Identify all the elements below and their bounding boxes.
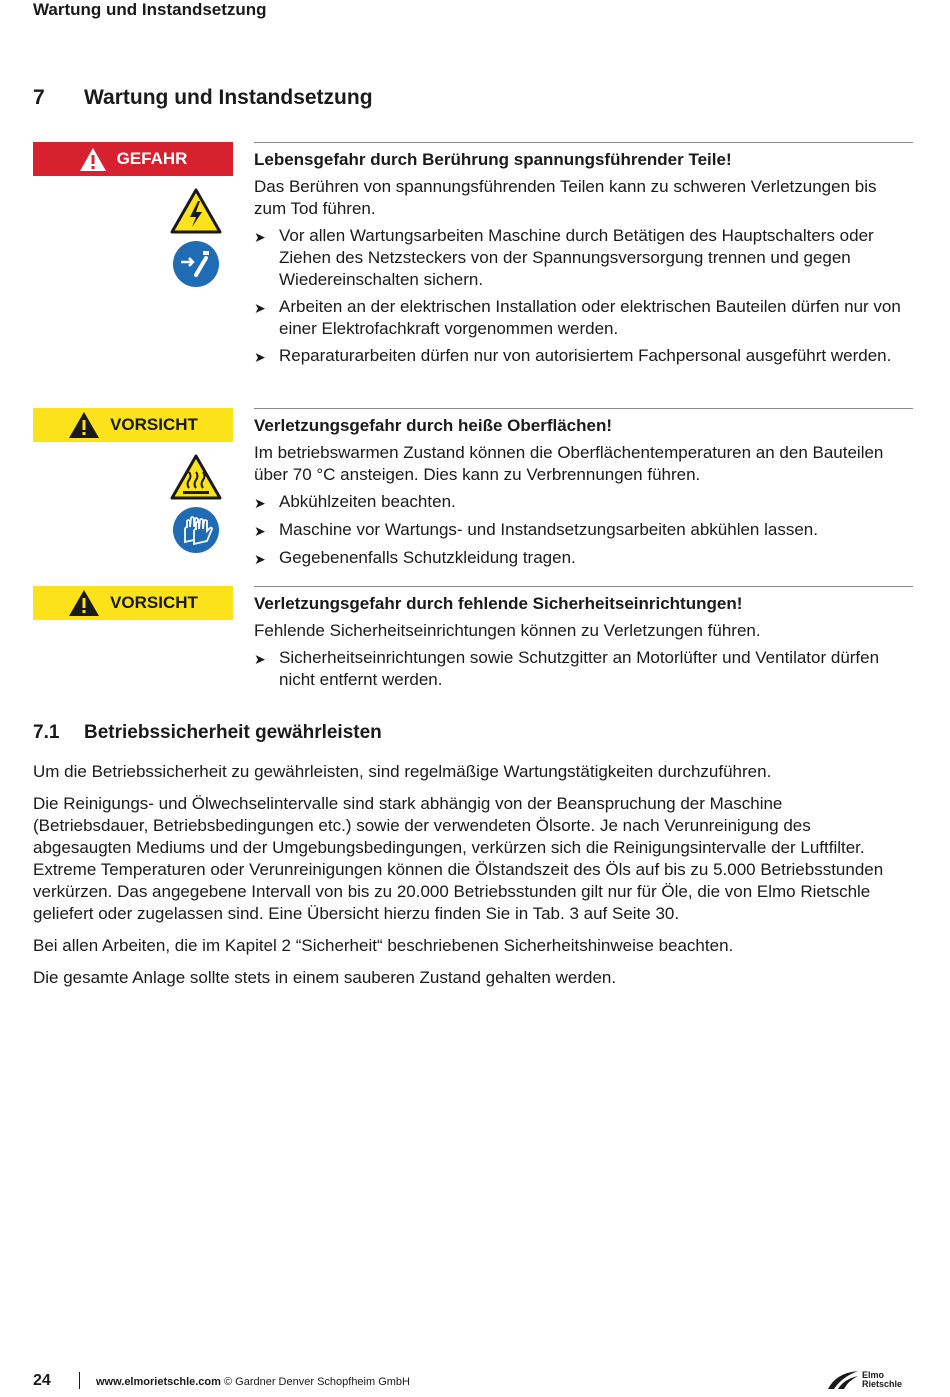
caution-label	[33, 586, 233, 620]
notice-headline: Verletzungsgefahr durch fehlende Sicherheitseinrichtungen!	[254, 594, 743, 613]
paragraph: Um die Betriebssicherheit zu gewährleisten, sind regelmäßige Wartungstätigkeiten durchzuführen.	[33, 762, 772, 781]
notice-description: Im betriebswarmen Zustand können die Oberflächentemperaturen an den Bauteilen über 70 °C ansteigen. Dies kann zu Verbrennungen führen.	[254, 443, 884, 484]
notice-body	[254, 408, 913, 575]
list-item	[254, 647, 913, 691]
list-item-text: Reparaturarbeiten dürfen nur von autorisiertem Fachpersonal ausgeführt werden.	[279, 346, 892, 365]
arrow-bullet-icon: ➤	[254, 523, 266, 539]
warning-triangle-icon	[79, 147, 107, 172]
list-item	[254, 296, 913, 340]
paragraph: Die gesamte Anlage sollte stets in einem sauberen Zustand gehalten werden.	[33, 968, 617, 987]
wear-gloves-icon	[172, 506, 220, 554]
list-item-text: Sicherheitseinrichtungen sowie Schutzgitter an Motorlüfter und Ventilator dürfen nicht entfernt werden.	[279, 648, 880, 689]
arrow-bullet-icon: ➤	[254, 651, 266, 667]
disconnect-before-maintenance-icon	[172, 240, 220, 288]
arrow-bullet-icon: ➤	[254, 300, 266, 316]
paragraph: Die Reinigungs- und Ölwechselintervalle sind stark abhängig von der Beanspruchung der Maschine (Betriebsdauer, Betriebsbedingungen etc.) sowie der verwendeten Ölsorte. Je nach Verunreinigung des abgesaugten Mediums und der Umgebungsbedingungen, verkürzen sich die Reinigungsintervalle der Luftfilter. Extreme Temperaturen oder Verunreinigungen können die Ölstandszeit des Öls auf bis zu 5.000 Betriebsstunden verkürzen. Das angegebene Intervall von bis zu 20.000 Betriebsstunden gilt nur für Öle, die von Elmo Rietschle geliefert oder zugelassen sind. Eine Übersicht hierzu finden Sie in Tab. 3 auf Seite 30.	[33, 794, 884, 923]
elmo-rietschle-logo	[826, 1368, 916, 1392]
section-title-text: Wartung und Instandsetzung	[84, 86, 373, 109]
warning-triangle-icon	[68, 589, 100, 617]
arrow-bullet-icon: ➤	[254, 349, 266, 365]
website-link[interactable]: www.elmorietschle.com	[96, 1376, 221, 1388]
list-item-text: Gegebenenfalls Schutzkleidung tragen.	[279, 548, 576, 567]
paragraph: Bei allen Arbeiten, die im Kapitel 2 “Sicherheit“ beschriebenen Sicherheitshinweise beachten.	[33, 936, 734, 955]
notice-description: Fehlende Sicherheitseinrichtungen können zu Verletzungen führen.	[254, 621, 761, 640]
caution-label	[33, 408, 233, 442]
notice-danger-electrical	[33, 142, 913, 392]
section-title	[33, 86, 373, 110]
arrow-bullet-icon: ➤	[254, 551, 266, 567]
logo-line-2: Rietschle	[862, 1379, 903, 1389]
notice-caution-hot-surface	[33, 408, 913, 568]
section-number: 7	[33, 86, 45, 109]
list-item	[254, 225, 913, 291]
subsection-title-text: Betriebssicherheit gewährleisten	[84, 722, 382, 743]
list-item-text: Arbeiten an der elektrischen Installation oder elektrischen Bauteilen dürfen nur von einer Elektrofachkraft vorgenommen werden.	[279, 297, 901, 338]
running-header: Wartung und Instandsetzung	[33, 0, 267, 19]
notice-icons	[170, 454, 222, 560]
arrow-bullet-icon: ➤	[254, 495, 266, 511]
notice-caution-safety-devices	[33, 586, 913, 696]
notice-description: Das Berühren von spannungsführenden Teilen kann zu schweren Verletzungen bis zum Tod führen.	[254, 177, 877, 218]
logo-swoosh-icon	[826, 1369, 860, 1391]
caution-label-text: VORSICHT	[110, 593, 198, 612]
arrow-bullet-icon: ➤	[254, 229, 266, 245]
copyright-text: © Gardner Denver Schopfheim GmbH	[223, 1376, 410, 1388]
footer-divider	[79, 1372, 80, 1389]
page-number: 24	[33, 1372, 51, 1389]
subsection-number: 7.1	[33, 722, 60, 743]
list-item-text: Maschine vor Wartungs- und Instandsetzungsarbeiten abkühlen lassen.	[279, 520, 818, 539]
notice-body	[254, 142, 913, 373]
list-item	[254, 491, 913, 514]
warning-triangle-icon	[68, 411, 100, 439]
danger-label-text: GEFAHR	[116, 149, 188, 168]
logo-wordmark	[862, 1371, 902, 1389]
body-text	[33, 761, 893, 999]
notice-headline: Lebensgefahr durch Berührung spannungsführender Teile!	[254, 150, 732, 169]
subsection-title	[33, 722, 382, 744]
list-item	[254, 547, 913, 570]
footer-text	[96, 1376, 410, 1388]
danger-label	[33, 142, 233, 176]
electrical-voltage-warning-icon	[170, 188, 222, 234]
notice-body	[254, 586, 913, 696]
logo-line-1: Elmo	[862, 1370, 885, 1380]
list-item-text: Vor allen Wartungsarbeiten Maschine durch Betätigen des Hauptschalters oder Ziehen des Netzsteckers von der Spannungsversorgung trennen und gegen Wiedereinschalten sichern.	[279, 226, 874, 289]
list-item	[254, 519, 913, 542]
list-item	[254, 345, 913, 368]
caution-label-text: VORSICHT	[110, 415, 198, 434]
notice-icons	[170, 188, 222, 294]
hot-surface-warning-icon	[170, 454, 222, 500]
list-item-text: Abkühlzeiten beachten.	[279, 492, 456, 511]
notice-headline: Verletzungsgefahr durch heiße Oberflächen!	[254, 416, 613, 435]
